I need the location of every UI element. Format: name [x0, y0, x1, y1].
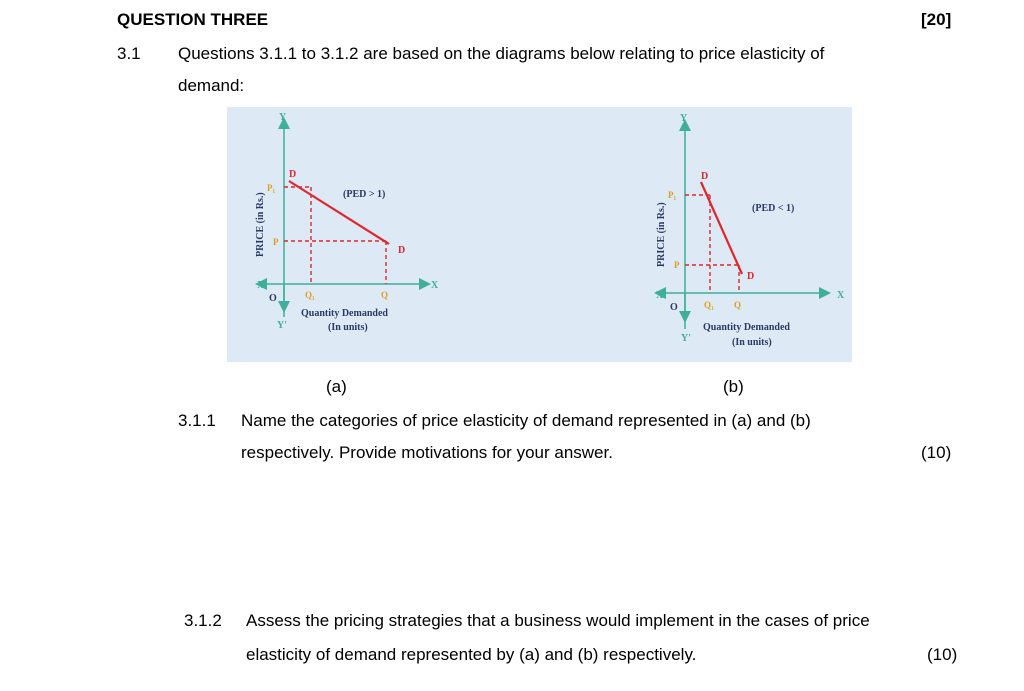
a-y-axis-label: PRICE (in Rs.) — [255, 192, 266, 257]
elasticity-diagrams-figure — [227, 107, 852, 362]
a-p-label: P — [273, 237, 279, 247]
b-d-top-label: D — [701, 171, 709, 182]
subquestion-312-marks: (10) — [927, 645, 958, 664]
question-marks: [20] — [921, 10, 952, 29]
subquestion-311-line1: Name the categories of price elasticity of demand represented in (a) and (b) — [241, 411, 811, 430]
subquestion-312-line1: Assess the pricing strategies that a business would implement in the cases of price — [246, 611, 870, 630]
caption-b: (b) — [723, 377, 744, 396]
a-y-bottom-label: Y' — [277, 320, 287, 331]
a-x-axis-units: (In units) — [328, 322, 368, 333]
question-number: 3.1 — [117, 44, 141, 63]
b-origin-label: O — [670, 302, 678, 313]
a-x-left-label: X' — [257, 280, 267, 291]
a-q-label: Q — [381, 290, 389, 300]
b-p1-label: P₁ — [668, 190, 677, 200]
b-q1-label: Q₁ — [704, 300, 714, 310]
subquestion-312-number: 3.1.2 — [184, 611, 222, 630]
b-x-right-label: X — [837, 290, 845, 301]
question-title: QUESTION THREE — [117, 10, 269, 29]
b-d-bottom-label: D — [747, 271, 755, 282]
b-p-label: P — [674, 260, 680, 270]
subquestion-312-line2: elasticity of demand represented by (a) and (b) respectively. — [246, 645, 697, 664]
a-ped-label: (PED > 1) — [343, 189, 386, 200]
b-x-axis-label: Quantity Demanded — [703, 322, 790, 333]
question-text-line1: Questions 3.1.1 to 3.1.2 are based on the diagrams below relating to price elasticity of — [178, 44, 825, 63]
b-q-label: Q — [734, 300, 742, 310]
a-x-right-label: X — [431, 280, 439, 291]
b-x-axis-units: (In units) — [732, 337, 772, 348]
subquestion-311-line2: respectively. Provide motivations for your answer. — [241, 443, 613, 462]
b-y-bottom-label: Y' — [681, 333, 691, 344]
a-p1-label: P₁ — [267, 183, 276, 193]
b-demand-curve — [701, 182, 742, 274]
a-x-axis-label: Quantity Demanded — [301, 308, 388, 319]
a-y-top-label: Y — [279, 112, 287, 123]
a-d-top-label: D — [289, 169, 297, 180]
b-ped-label: (PED < 1) — [752, 203, 795, 214]
caption-a: (a) — [326, 377, 347, 396]
b-y-top-label: Y — [680, 113, 688, 124]
diagram-a — [255, 112, 439, 333]
b-y-axis-label: PRICE (in Rs.) — [656, 202, 667, 267]
subquestion-311-number: 3.1.1 — [178, 411, 216, 430]
a-d-bottom-label: D — [398, 245, 406, 256]
diagrams-svg — [227, 107, 852, 362]
b-x-left-label: X' — [656, 290, 666, 301]
question-text-line2: demand: — [178, 76, 245, 95]
diagram-b — [656, 113, 845, 348]
a-origin-label: O — [269, 293, 277, 304]
a-q1-label: Q₁ — [305, 290, 315, 300]
subquestion-311-marks: (10) — [921, 443, 952, 462]
